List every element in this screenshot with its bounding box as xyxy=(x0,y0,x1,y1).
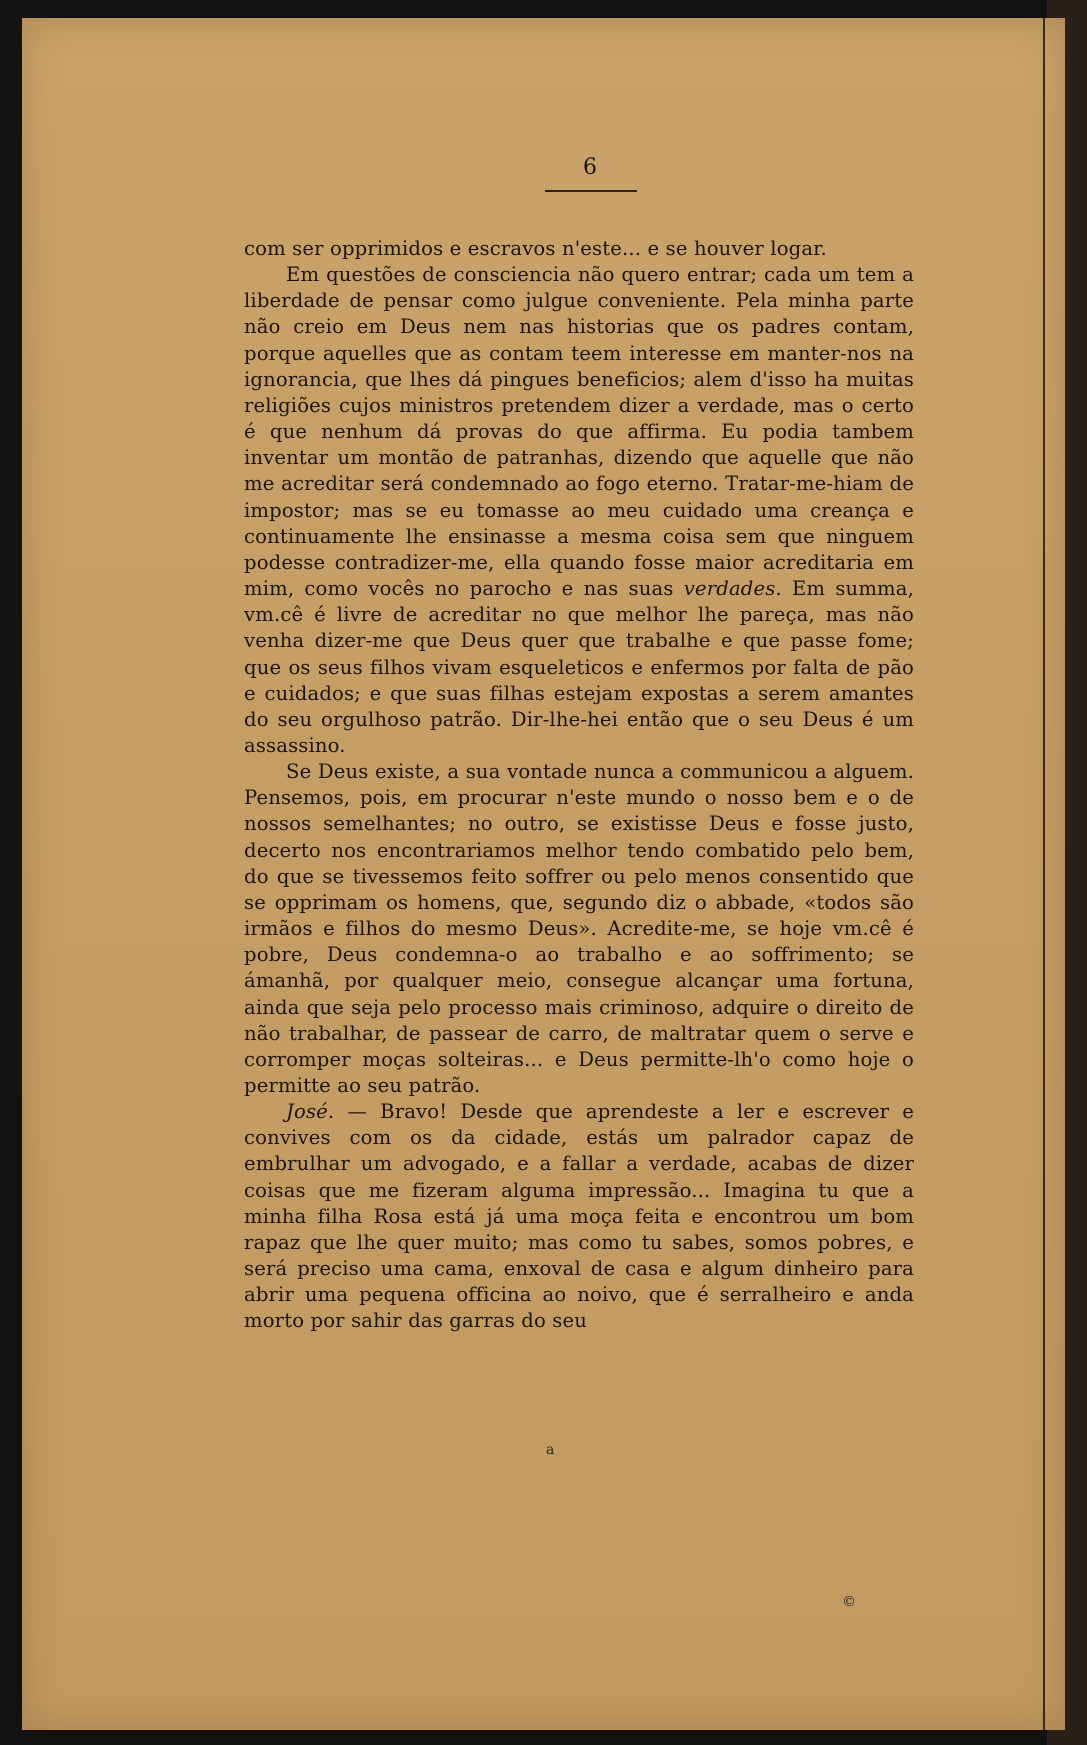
body-text xyxy=(244,236,914,1335)
paragraph: com ser opprimidos e escravos n'este... e se houver logar. xyxy=(244,237,827,260)
paragraph xyxy=(244,1099,914,1334)
italic-word: verdades. xyxy=(683,577,782,601)
page-number: 6 xyxy=(583,155,597,180)
printer-signature-mark: a xyxy=(546,1442,555,1458)
page-edge xyxy=(1043,18,1045,1730)
paragraph-text: — Bravo! Desde que aprendeste a ler e escrever e convives com os da cidade, estás um palrador capaz de embrulhar um advogado, e a fallar a verdade, acabas de dizer coisas que me fizeram alguma impressão... Imagina tu que a minha filha Rosa está já uma moça feita e encontrou um bom rapaz que lhe quer muito; mas como tu sabes, somos pobres, e será preciso uma cama, enxoval de casa e algum dinheiro para abrir uma pequena officina ao noivo, que é serralheiro e anda morto por sahir das garras do seu xyxy=(244,1100,914,1333)
page-number-rule xyxy=(545,190,637,192)
speaker-name: José. xyxy=(286,1100,335,1124)
paragraph-text: Em summa, vm.cê é livre de acreditar no que melhor lhe pareça, mas não venha dizer-me que Deus quer que trabalhe e que passe fome; que os seus filhos vivam esqueleticos e enfermos por falta de pão e cuidados; e que suas filhas estejam expostas a serem amantes do seu orgulhoso patrão. Dir-lhe-hei então que o seu Deus é um assassino. xyxy=(244,577,914,757)
paragraph-text: Em questões de consciencia não quero entrar; cada um tem a liberdade de pensar como julgue conveniente. Pela minha parte não creio em Deus nem nas historias que os padres contam, porque aquelles que as contam teem interesse em manter-nos na ignorancia, que lhes dá pingues beneficios; alem d'isso ha muitas religiões cujos ministros pretendem dizer a verdade, mas o certo é que nenhum dá provas do que affirma. Eu podia tambem inventar um montão de patranhas, dizendo que aquelle que não me acreditar será condemnado ao fogo eterno. Tratar-me-hiam de impostor; mas se eu tomasse ao meu cuidado uma creança e continuamente lhe ensinasse a mesma coisa sem que ninguem podesse contradizer-me, ella quando fosse maior acreditaria em mim, como vocês no parocho e nas suas xyxy=(244,263,914,601)
foot-mark: © xyxy=(842,1594,856,1610)
paragraph xyxy=(244,262,914,759)
paragraph: Se Deus existe, a sua vontade nunca a communicou a alguem. Pensemos, pois, em procurar n'este mundo o nosso bem e o de nossos semelhantes; no outro, se existisse Deus e fosse justo, decerto nos encontrariamos melhor tendo combatido pelo bem, do que se tivessemos feito soffrer ou pelo menos consentido que se opprimam os homens, que, segundo diz o abbade, «todos são irmãos e filhos do mesmo Deus». Acredite-me, se hoje vm.cê é pobre, Deus condemna-o ao trabalho e ao soffrimento; se ámanhã, por qualquer meio, consegue alcançar uma fortuna, ainda que seja pelo processo mais criminoso, adquire o direito de não trabalhar, de passear de carro, de maltratar quem o serve e corromper moças solteiras... e Deus permitte-lh'o como hoje o permitte ao seu patrão. xyxy=(244,760,914,1097)
